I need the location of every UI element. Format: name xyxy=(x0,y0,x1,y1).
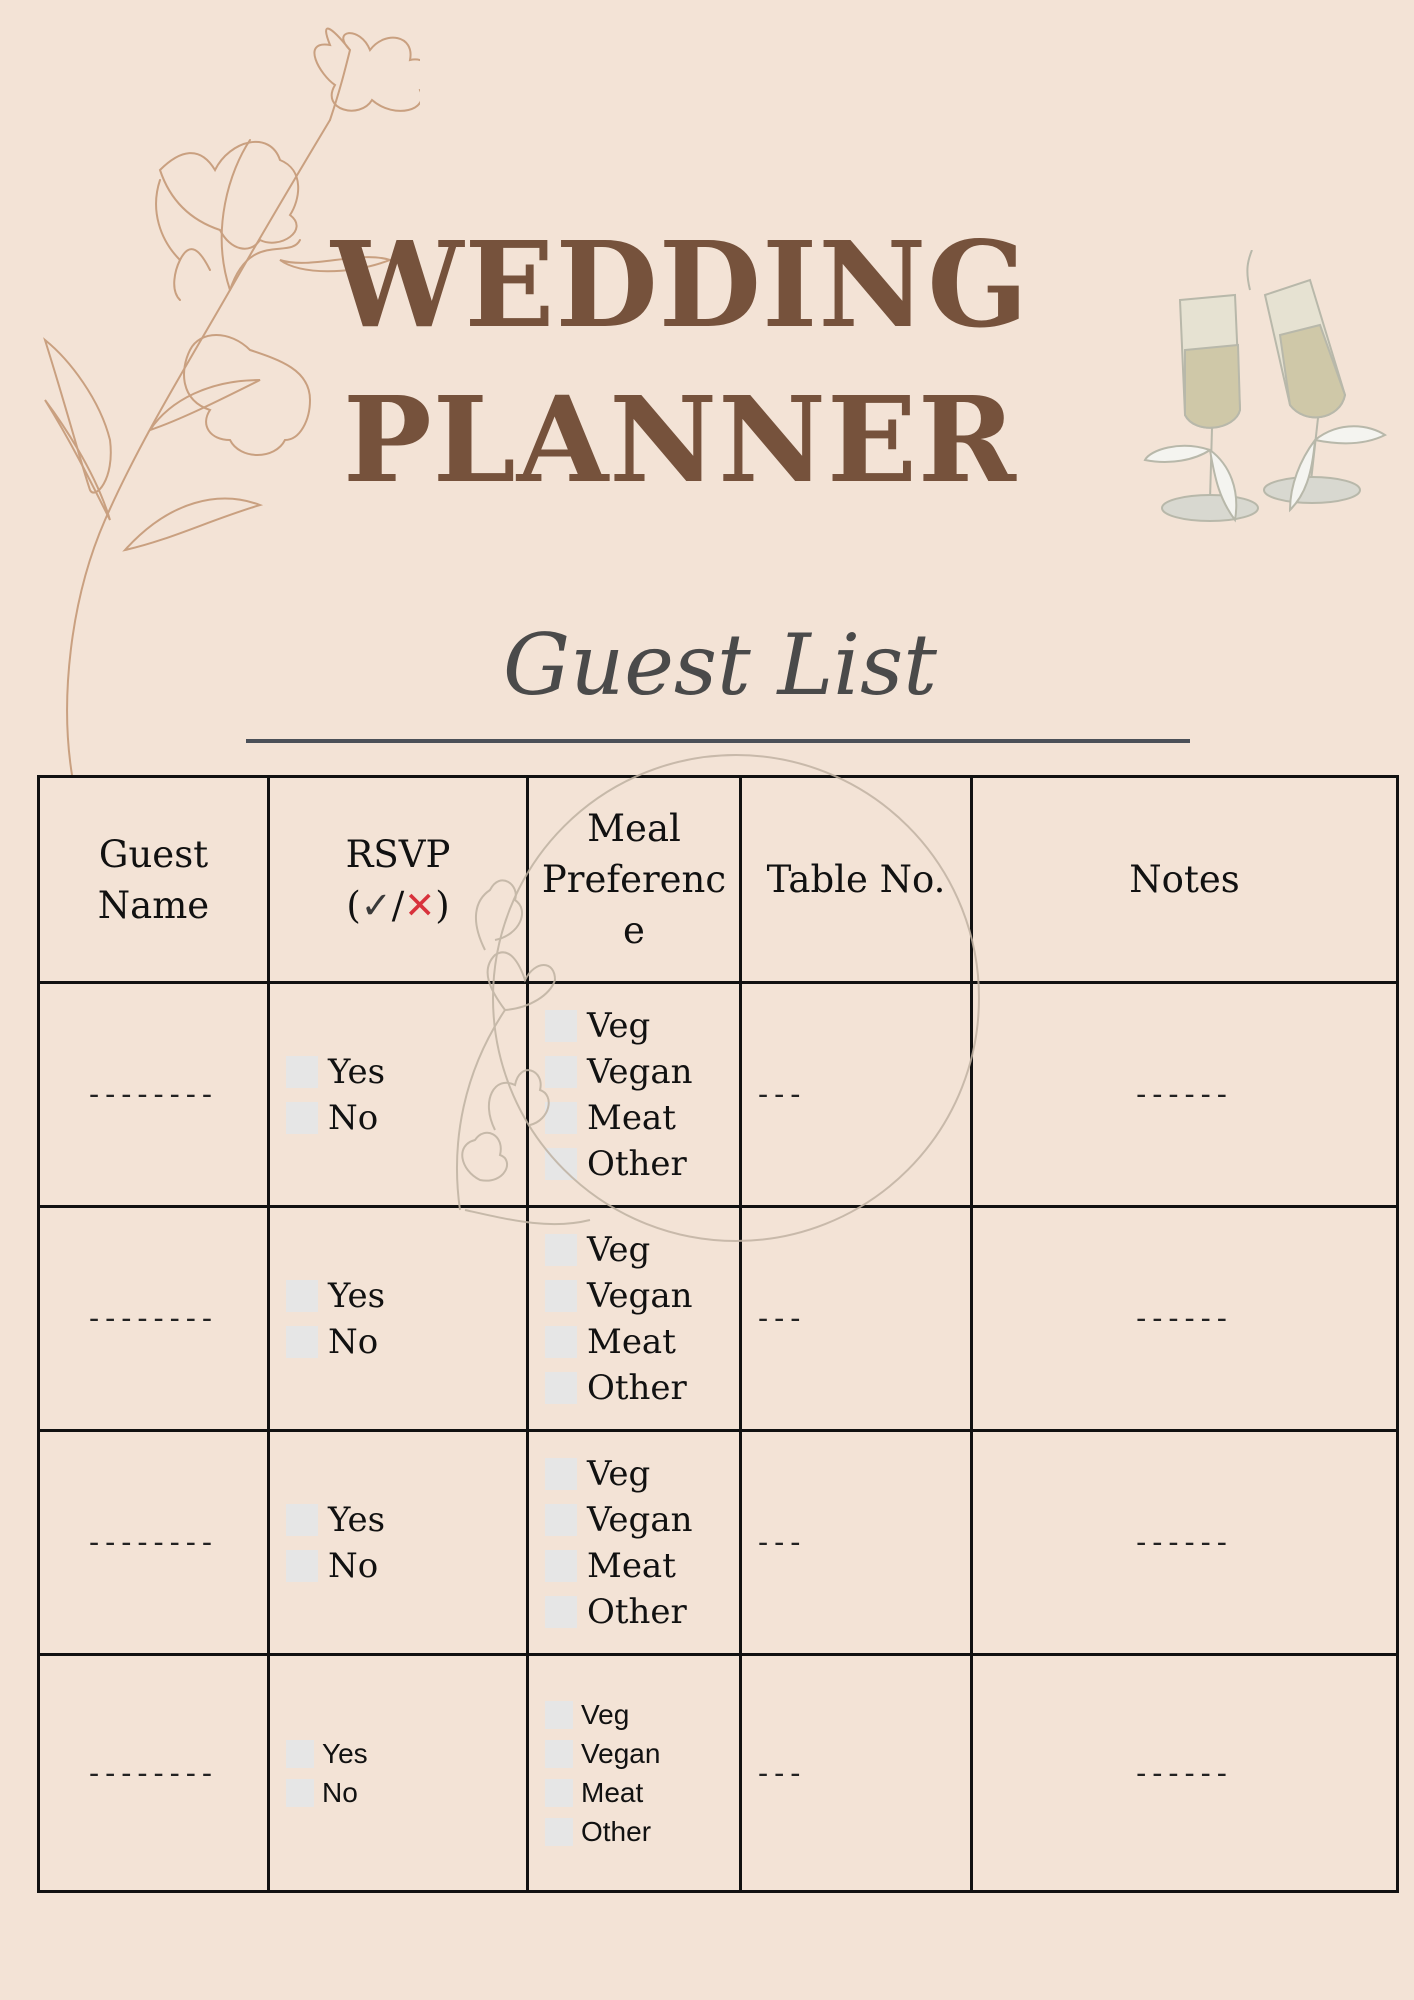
meal-option-vegan[interactable] xyxy=(545,1734,739,1773)
rsvp-option-label: No xyxy=(328,1097,379,1138)
meal-option-label: Veg xyxy=(587,1229,651,1270)
meal-option-other[interactable] xyxy=(545,1141,739,1187)
meal-cell xyxy=(528,1655,741,1892)
meal-option-veg[interactable] xyxy=(545,1695,739,1734)
meal-option-label: Vegan xyxy=(581,1738,661,1769)
meal-option-label: Vegan xyxy=(587,1275,693,1316)
checkbox[interactable] xyxy=(286,1550,318,1582)
checkbox[interactable] xyxy=(545,1504,577,1536)
meal-option-vegan[interactable] xyxy=(545,1273,739,1319)
notes-cell[interactable]: ------ xyxy=(972,1431,1398,1655)
checkbox[interactable] xyxy=(286,1280,318,1312)
rsvp-option-no[interactable] xyxy=(286,1543,526,1589)
checkbox[interactable] xyxy=(286,1504,318,1536)
cross-icon: ✕ xyxy=(404,883,436,927)
meal-option-label: Veg xyxy=(587,1005,651,1046)
col-header-meal-preference: Meal Preferenc e xyxy=(528,777,741,983)
checkbox[interactable] xyxy=(545,1701,573,1729)
checkbox[interactable] xyxy=(545,1740,573,1768)
meal-option-meat[interactable] xyxy=(545,1095,739,1141)
rsvp-option-label: No xyxy=(328,1545,379,1586)
checkbox[interactable] xyxy=(545,1102,577,1134)
table-row xyxy=(39,1431,1398,1655)
col-header-notes: Notes xyxy=(972,777,1398,983)
col-header-table-no: Table No. xyxy=(741,777,972,983)
meal-cell xyxy=(528,1431,741,1655)
guest-name-cell[interactable]: -------- xyxy=(39,1431,269,1655)
meal-option-label: Other xyxy=(587,1143,687,1184)
meal-option-label: Vegan xyxy=(587,1499,693,1540)
rsvp-option-no[interactable] xyxy=(286,1095,526,1141)
rsvp-option-label: No xyxy=(328,1321,379,1362)
table-no-cell[interactable]: --- xyxy=(741,1431,972,1655)
rsvp-option-yes[interactable] xyxy=(286,1049,526,1095)
notes-cell[interactable]: ------ xyxy=(972,1207,1398,1431)
checkbox[interactable] xyxy=(545,1550,577,1582)
checkbox[interactable] xyxy=(545,1372,577,1404)
rsvp-option-label: Yes xyxy=(328,1499,386,1540)
checkbox[interactable] xyxy=(286,1102,318,1134)
meal-option-label: Other xyxy=(581,1816,652,1847)
rsvp-option-label: No xyxy=(322,1777,358,1808)
checkbox[interactable] xyxy=(286,1740,314,1768)
meal-option-other[interactable] xyxy=(545,1365,739,1411)
meal-option-label: Meat xyxy=(587,1321,676,1362)
rsvp-close-paren: ) xyxy=(435,883,450,927)
meal-option-label: Veg xyxy=(581,1699,630,1730)
meal-option-meat[interactable] xyxy=(545,1319,739,1365)
rsvp-option-label: Yes xyxy=(328,1275,386,1316)
table-no-cell[interactable]: --- xyxy=(741,1207,972,1431)
checkbox[interactable] xyxy=(545,1010,577,1042)
rsvp-option-label: Yes xyxy=(328,1051,386,1092)
rsvp-slash: / xyxy=(391,883,405,927)
table-header-row xyxy=(39,777,1398,983)
table-row xyxy=(39,1655,1398,1892)
col-header-guest-name: Guest Name xyxy=(39,777,269,983)
meal-option-other[interactable] xyxy=(545,1589,739,1635)
meal-option-veg[interactable] xyxy=(545,1003,739,1049)
table-row xyxy=(39,983,1398,1207)
notes-cell[interactable]: ------ xyxy=(972,983,1398,1207)
meal-option-veg[interactable] xyxy=(545,1227,739,1273)
meal-cell xyxy=(528,1207,741,1431)
meal-option-vegan[interactable] xyxy=(545,1497,739,1543)
rsvp-open-paren: ( xyxy=(346,883,361,927)
rsvp-option-yes[interactable] xyxy=(286,1734,526,1773)
table-no-cell[interactable]: --- xyxy=(741,1655,972,1892)
table-no-cell[interactable]: --- xyxy=(741,983,972,1207)
page-subtitle: Guest List xyxy=(503,616,937,714)
meal-option-label: Other xyxy=(587,1367,687,1408)
notes-cell[interactable]: ------ xyxy=(972,1655,1398,1892)
title-divider xyxy=(246,739,1190,743)
rsvp-cell xyxy=(269,1431,528,1655)
title-line2: PLANNER xyxy=(343,370,1017,509)
checkbox[interactable] xyxy=(545,1779,573,1807)
rsvp-legend xyxy=(346,884,449,927)
table-row xyxy=(39,1207,1398,1431)
meal-option-veg[interactable] xyxy=(545,1451,739,1497)
rsvp-cell xyxy=(269,1655,528,1892)
meal-option-label: Vegan xyxy=(587,1051,693,1092)
col-header-rsvp xyxy=(269,777,528,983)
rsvp-option-label: Yes xyxy=(322,1738,368,1769)
meal-option-meat[interactable] xyxy=(545,1773,739,1812)
meal-option-vegan[interactable] xyxy=(545,1049,739,1095)
rsvp-label: RSVP xyxy=(345,832,451,876)
rsvp-cell xyxy=(269,1207,528,1431)
checkbox[interactable] xyxy=(545,1458,577,1490)
meal-option-label: Meat xyxy=(587,1097,676,1138)
guest-name-cell[interactable]: -------- xyxy=(39,983,269,1207)
meal-option-label: Meat xyxy=(581,1777,644,1808)
checkbox[interactable] xyxy=(545,1326,577,1358)
checkbox[interactable] xyxy=(545,1148,577,1180)
meal-option-other[interactable] xyxy=(545,1812,739,1851)
checkbox[interactable] xyxy=(286,1056,318,1088)
rsvp-option-no[interactable] xyxy=(286,1773,526,1812)
guest-list-table xyxy=(37,775,1399,1893)
meal-option-label: Veg xyxy=(587,1453,651,1494)
meal-option-label: Other xyxy=(587,1591,687,1632)
meal-option-label: Meat xyxy=(587,1545,676,1586)
checkbox[interactable] xyxy=(545,1818,573,1846)
rsvp-option-no[interactable] xyxy=(286,1319,526,1365)
title-line1: WEDDING xyxy=(331,215,1029,354)
guest-name-cell[interactable]: -------- xyxy=(39,1207,269,1431)
rsvp-option-yes[interactable] xyxy=(286,1497,526,1543)
check-icon: ✓ xyxy=(360,883,392,927)
checkbox[interactable] xyxy=(545,1234,577,1266)
checkbox[interactable] xyxy=(286,1779,314,1807)
rsvp-option-yes[interactable] xyxy=(286,1273,526,1319)
checkbox[interactable] xyxy=(545,1596,577,1628)
meal-option-meat[interactable] xyxy=(545,1543,739,1589)
rsvp-cell xyxy=(269,983,528,1207)
checkbox[interactable] xyxy=(545,1280,577,1312)
guest-name-cell[interactable]: -------- xyxy=(39,1655,269,1892)
checkbox[interactable] xyxy=(545,1056,577,1088)
meal-cell xyxy=(528,983,741,1207)
checkbox[interactable] xyxy=(286,1326,318,1358)
